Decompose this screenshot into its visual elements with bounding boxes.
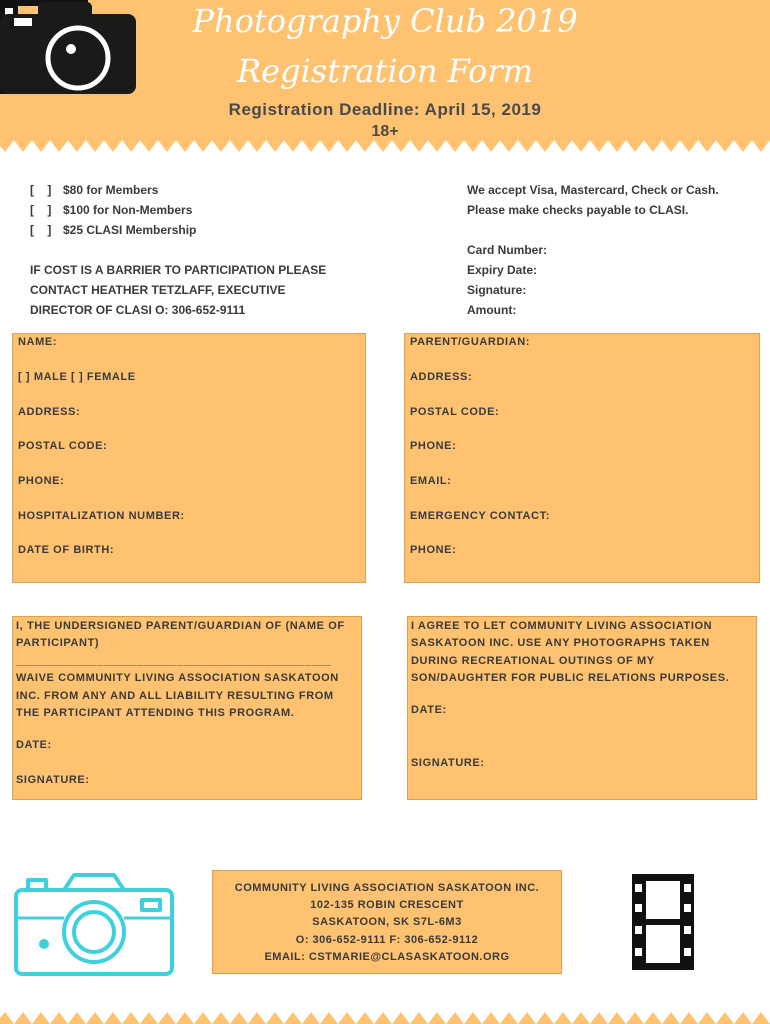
header-banner: [0, 0, 770, 152]
guardian-postal-code-field[interactable]: POSTAL CODE:: [410, 406, 500, 418]
spacer: [467, 220, 757, 240]
payment-accept-text: We accept Visa, Mastercard, Check or Cash.: [467, 183, 719, 197]
card-number-field[interactable]: Card Number:: [467, 243, 548, 257]
fee-checkbox[interactable]: [ ]: [30, 203, 52, 217]
fee-label: $80 for Members: [63, 183, 159, 197]
barrier-note-line: IF COST IS A BARRIER TO PARTICIPATION PLEASE: [30, 263, 327, 277]
footer-zigzag: [0, 1012, 770, 1024]
photo-consent-text: [411, 618, 750, 688]
liability-waiver-panel: [12, 616, 362, 800]
guardian-address-field[interactable]: ADDRESS:: [410, 371, 473, 383]
parent-guardian-field[interactable]: PARENT/GUARDIAN:: [410, 336, 531, 348]
waiver-line: I, THE UNDERSIGNED PARENT/GUARDIAN OF (NAME OF: [16, 620, 345, 632]
consent-line: SON/DAUGHTER FOR PUBLIC RELATIONS PURPOSES.: [411, 672, 730, 685]
guardian-email-field[interactable]: EMAIL:: [410, 475, 452, 487]
film-strip-icon: [632, 874, 694, 970]
photo-consent-panel: [407, 616, 757, 800]
participant-address-field[interactable]: ADDRESS:: [18, 406, 81, 418]
organization-name: COMMUNITY LIVING ASSOCIATION SASKATOON INC.: [234, 882, 540, 894]
fee-checkbox[interactable]: [ ]: [30, 223, 52, 237]
participant-name-blank[interactable]: _______________________________________________: [16, 654, 332, 667]
waiver-date-field[interactable]: DATE:: [16, 739, 52, 751]
expiry-date-field[interactable]: Expiry Date:: [467, 263, 538, 277]
participant-name-field[interactable]: NAME:: [18, 336, 58, 348]
waiver-text: [16, 618, 355, 722]
date-of-birth-field[interactable]: DATE OF BIRTH:: [18, 544, 115, 556]
fee-checkbox[interactable]: [ ]: [30, 183, 52, 197]
form-title-line-2: Registration Form: [237, 52, 533, 90]
payment-signature-field[interactable]: Signature:: [467, 283, 527, 297]
waiver-signature-field[interactable]: SIGNATURE:: [16, 774, 90, 786]
street-address: 102-135 ROBIN CRESCENT: [310, 899, 464, 912]
waiver-line: INC. FROM ANY AND ALL LIABILITY RESULTING FROM: [16, 689, 334, 702]
participant-phone-field[interactable]: PHONE:: [18, 475, 65, 487]
participant-info-panel: [12, 333, 366, 583]
barrier-note-line: DIRECTOR OF CLASI O: 306-652-9111: [30, 303, 246, 317]
participant-gender-field[interactable]: [ ] MALE [ ] FEMALE: [18, 371, 136, 383]
fee-option-non-members[interactable]: [30, 200, 430, 220]
camera-outline-icon: [14, 872, 174, 976]
fee-options: [30, 180, 430, 320]
form-title-line-1: Photography Club 2019: [192, 2, 578, 40]
participant-postal-code-field[interactable]: POSTAL CODE:: [18, 440, 108, 452]
waiver-line: THE PARTICIPANT ATTENDING THIS PROGRAM.: [16, 707, 295, 720]
waiver-line: PARTICIPANT): [16, 637, 100, 650]
city-postal: SASKATOON, SK S7L-6M3: [312, 916, 462, 929]
spacer: [30, 240, 430, 260]
guardian-info-panel: [404, 333, 760, 583]
payment-info: [467, 180, 757, 320]
age-requirement: 18+: [371, 123, 399, 140]
office-fax-numbers: O: 306-652-9111 F: 306-652-9112: [295, 933, 479, 946]
barrier-note-line: CONTACT HEATHER TETZLAFF, EXECUTIVE: [30, 283, 286, 297]
fee-label: $25 CLASI Membership: [63, 223, 197, 237]
consent-line: SASKATOON INC. USE ANY PHOTOGRAPHS TAKEN: [411, 637, 710, 650]
guardian-phone-field[interactable]: PHONE:: [410, 440, 457, 452]
contact-email[interactable]: EMAIL: CSTMARIE@CLASASKATOON.ORG: [264, 950, 510, 963]
hospitalization-number-field[interactable]: HOSPITALIZATION NUMBER:: [18, 510, 185, 522]
contact-info-box: [212, 870, 562, 974]
consent-line: I AGREE TO LET COMMUNITY LIVING ASSOCIATION: [411, 620, 713, 632]
emergency-contact-field[interactable]: EMERGENCY CONTACT:: [410, 510, 550, 522]
emergency-phone-field[interactable]: PHONE:: [410, 544, 457, 556]
consent-line: DURING RECREATIONAL OUTINGS OF MY: [411, 654, 655, 667]
payment-checks-text: Please make checks payable to CLASI.: [467, 203, 689, 217]
consent-date-field[interactable]: DATE:: [411, 704, 447, 716]
amount-field[interactable]: Amount:: [467, 303, 517, 317]
fee-label: $100 for Non-Members: [63, 203, 193, 217]
registration-deadline: Registration Deadline: April 15, 2019: [228, 100, 542, 119]
consent-signature-field[interactable]: SIGNATURE:: [411, 757, 485, 769]
fee-option-membership[interactable]: [30, 220, 430, 240]
fee-option-members[interactable]: [30, 180, 430, 200]
waiver-line: WAIVE COMMUNITY LIVING ASSOCIATION SASKATOON: [16, 672, 339, 685]
